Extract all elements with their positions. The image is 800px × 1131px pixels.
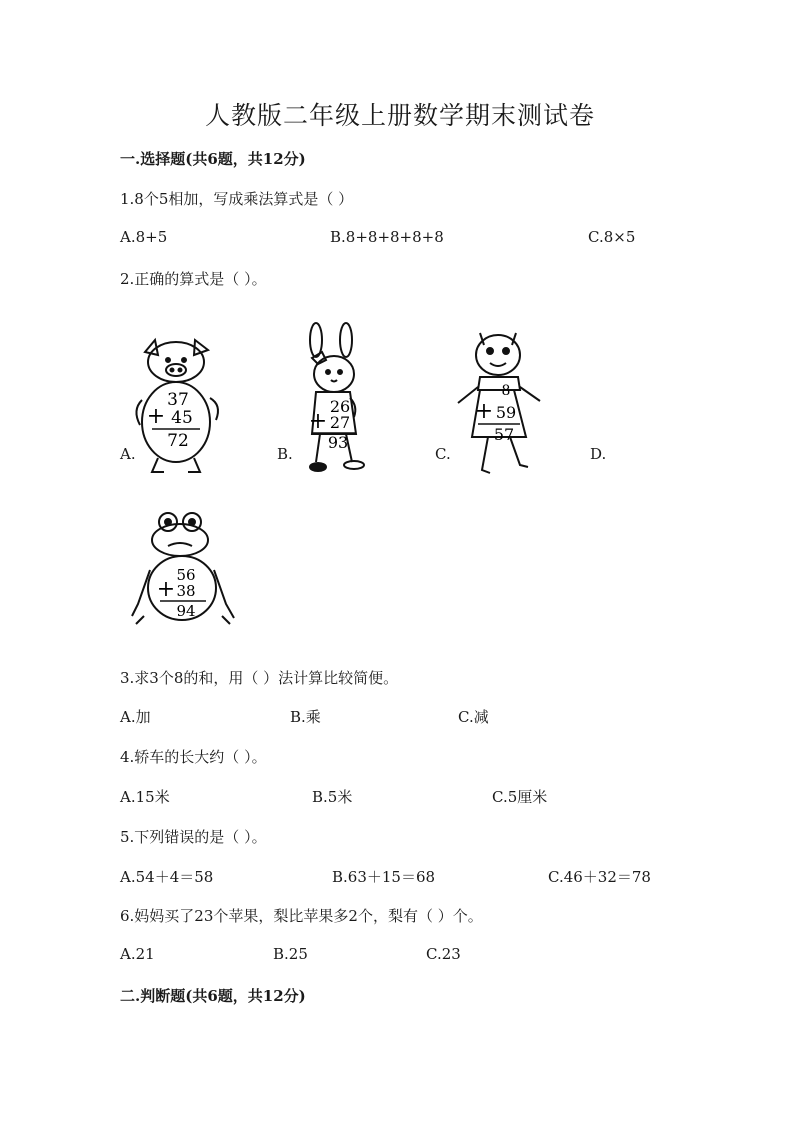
pig-bottom-number: 45 [171, 408, 193, 428]
question-3-option-c: C.减 [458, 708, 489, 726]
question-2-option-a: A. [120, 445, 136, 463]
question-3-option-a: A.加 [120, 708, 151, 726]
question-2-option-b: B. [277, 445, 293, 463]
rabbit-picture [298, 322, 378, 477]
rabbit-bottom-number: 27 [329, 413, 351, 432]
cat-bottom-number: 59 [495, 403, 517, 422]
question-4-option-b: B.5米 [312, 788, 353, 806]
question-3-stem: 3.求3个8的和，用（ ）法计算比较简便。 [120, 669, 399, 687]
cat-top-number: 8 [501, 383, 511, 399]
frog-sum-number: 94 [176, 602, 196, 620]
question-6-option-a: A.21 [120, 945, 155, 963]
question-4-stem: 4.轿车的长大约（ ）。 [120, 748, 267, 766]
question-4-option-c: C.5厘米 [492, 788, 548, 806]
page-title: 人教版二年级上册数学期末测试卷 [204, 101, 595, 130]
rabbit-sum-number: 93 [327, 433, 349, 452]
cat-picture [450, 325, 550, 480]
question-6-option-c: C.23 [426, 945, 461, 963]
section-heading-choice: 一.选择题(共6题，共12分) [120, 150, 306, 168]
question-6-option-b: B.25 [273, 945, 308, 963]
question-2-stem: 2.正确的算式是（ ）。 [120, 270, 267, 288]
frog-plus-sign: + [156, 577, 176, 602]
question-4-option-a: A.15米 [120, 788, 170, 806]
question-5-option-a: A.54＋4＝58 [120, 868, 214, 886]
cat-sum-number: 57 [493, 425, 515, 444]
question-1-option-c: C.8×5 [588, 228, 636, 246]
pig-plus-sign: + [146, 404, 166, 429]
rabbit-plus-sign: + [308, 409, 328, 434]
frog-bottom-number: 38 [176, 582, 196, 600]
question-2-option-d: D. [590, 445, 607, 463]
question-3-option-b: B.乘 [290, 708, 321, 726]
question-5-option-c: C.46＋32＝78 [548, 868, 651, 886]
pig-top-number: 37 [167, 390, 189, 410]
section-heading-true-false: 二.判断题(共6题，共12分) [120, 987, 306, 1005]
rabbit-top-number: 26 [329, 397, 351, 416]
cat-plus-sign: + [474, 399, 494, 424]
pig-picture [130, 330, 230, 480]
frog-picture [130, 508, 240, 628]
frog-top-number: 56 [176, 566, 196, 584]
question-1-stem: 1.8个5相加，写成乘法算式是（ ） [120, 190, 354, 208]
question-5-option-b: B.63＋15＝68 [332, 868, 436, 886]
question-1-option-b: B.8+8+8+8+8 [330, 228, 444, 246]
question-1-option-a: A.8+5 [120, 228, 168, 246]
pig-sum-number: 72 [167, 431, 189, 451]
question-5-stem: 5.下列错误的是（ ）。 [120, 828, 267, 846]
question-2-option-c: C. [435, 445, 451, 463]
question-6-stem: 6.妈妈买了23个苹果，梨比苹果多2个，梨有（ ）个。 [120, 907, 483, 925]
